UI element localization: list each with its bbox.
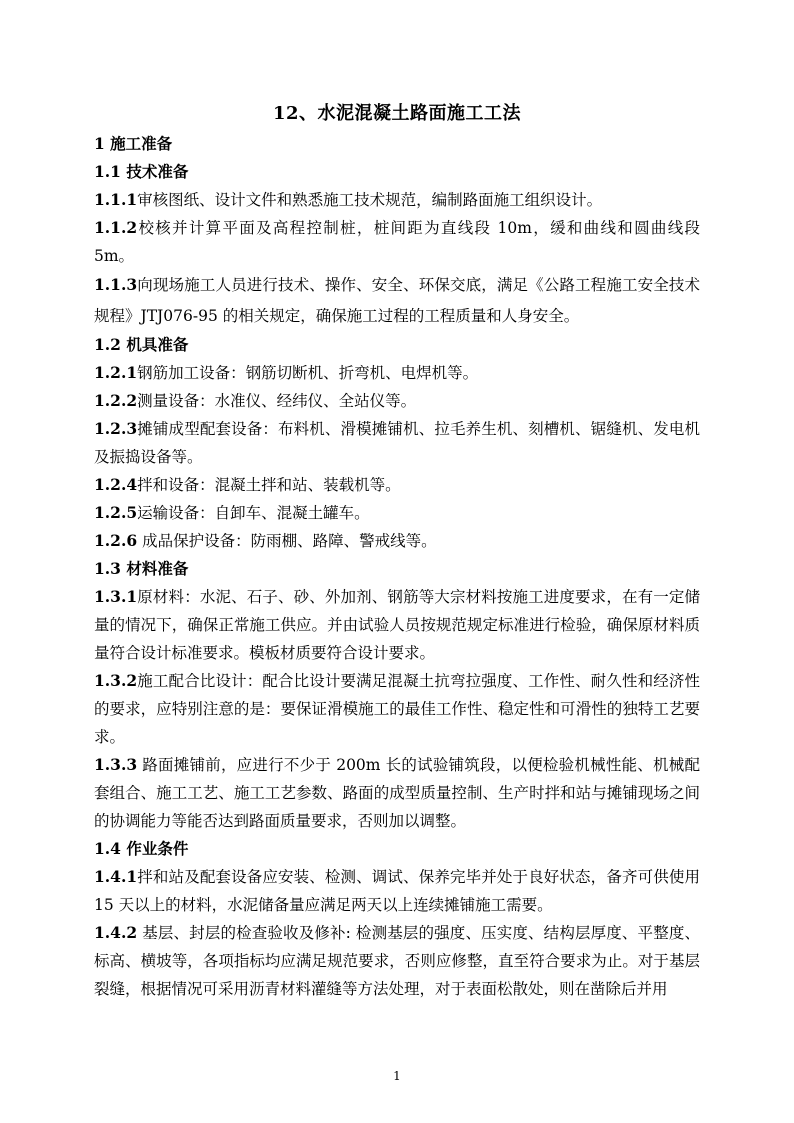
section-heading-1: 1 施工准备	[94, 134, 173, 153]
paragraph-1-3-2	[94, 667, 700, 751]
document-title: 12、水泥混凝土路面施工工法	[272, 103, 522, 124]
clause-number: 1.2.1	[94, 363, 138, 382]
paragraph-1-2-2	[94, 387, 700, 415]
clause-text: 测量设备：水准仪、经纬仪、全站仪等。	[137, 392, 417, 410]
clause-text: 成品保护设备：防雨棚、路障、警戒线等。	[137, 532, 437, 550]
paragraph-1-2-6	[94, 527, 700, 555]
clause-number: 1.2.6	[94, 531, 138, 550]
clause-text: 路面摊铺前，应进行不少于 200m 长的试验铺筑段，以便检验机械性能、机械配套组合、施工工艺、施工工艺参数、路面的成型质量控制、生产时拌和站与摊铺现场之间的协调能力等能否达到路面质量要求，否则加以调整。	[94, 756, 700, 830]
clause-text: 拌和站及配套设备应安装、检测、调试、保养完毕并处于良好状态，备齐可供使用 15 天以上的材料，水泥储备量应满足两天以上连续摊铺施工需要。	[94, 868, 700, 914]
paragraph-1-3-1	[94, 583, 700, 667]
paragraph-1-1-2	[94, 214, 700, 270]
clause-text: 摊铺成型配套设备：布料机、滑模摊铺机、拉毛养生机、刻槽机、锯缝机、发电机及振捣设备等。	[94, 420, 700, 466]
paragraph-1-2-5	[94, 499, 700, 527]
clause-number: 1.2.5	[94, 503, 138, 522]
section-heading-1-2: 1.2 机具准备	[94, 335, 189, 354]
paragraph-1-4-1	[94, 863, 700, 919]
page-number: 1	[393, 1069, 401, 1083]
clause-number: 1.3.3	[94, 755, 138, 774]
paragraph-1-2-1	[94, 359, 700, 387]
clause-number: 1.4.2	[94, 923, 138, 942]
section-heading-1-4: 1.4 作业条件	[94, 839, 189, 858]
paragraph-1-1-3	[94, 270, 700, 331]
clause-number: 1.3.2	[94, 671, 138, 690]
paragraph-1-3-3	[94, 751, 700, 835]
section-heading-1-3: 1.3 材料准备	[94, 559, 189, 578]
clause-text: 施工配合比设计：配合比设计要满足混凝土抗弯拉强度、工作性、耐久性和经济性的要求，应特别注意的是：要保证滑模施工的最佳工作性、稳定性和可滑性的独特工艺要求。	[94, 672, 700, 746]
document-body	[94, 130, 700, 1003]
clause-text: 运输设备：自卸车、混凝土罐车。	[137, 504, 370, 522]
clause-number: 1.4.1	[94, 867, 138, 886]
clause-text: 基层、封层的检查验收及修补: 检测基层的强度、压实度、结构层厚度、平整度、标高、横坡等，各项指标均应满足规范要求，否则应修整，直至符合要求为止。对于基层裂缝，根据情况可采用沥青材料灌缝等方法处理，对于表面松散处，则在凿除后并用	[94, 924, 700, 998]
paragraph-1-1-1	[94, 186, 700, 214]
paragraph-1-4-2	[94, 919, 700, 1003]
clause-text: 审核图纸、设计文件和熟悉施工技术规范，编制路面施工组织设计。	[137, 191, 603, 209]
clause-number: 1.1.1	[94, 190, 138, 209]
clause-number: 1.1.3	[94, 275, 138, 294]
clause-number: 1.2.2	[94, 391, 138, 410]
clause-number: 1.1.2	[94, 218, 138, 237]
clause-text: 拌和设备：混凝土拌和站、装载机等。	[137, 476, 401, 494]
paragraph-1-2-3	[94, 415, 700, 471]
clause-number: 1.2.3	[94, 419, 138, 438]
section-heading-1-1: 1.1 技术准备	[94, 162, 189, 181]
clause-text: 原材料：水泥、石子、砂、外加剂、钢筋等大宗材料按施工进度要求，在有一定储量的情况下，确保正常施工供应。并由试验人员按规范规定标准进行检验，确保原材料质量符合设计标准要求。模板材质要符合设计要求。	[94, 588, 700, 662]
clause-text: 向现场施工人员进行技术、操作、安全、环保交底，满足《公路工程施工安全技术规程》JTJ076-95 的相关规定，确保施工过程的工程质量和人身安全。	[94, 276, 700, 325]
paragraph-1-2-4	[94, 471, 700, 499]
clause-text: 钢筋加工设备：钢筋切断机、折弯机、电焊机等。	[137, 364, 479, 382]
clause-number: 1.2.4	[94, 475, 138, 494]
clause-number: 1.3.1	[94, 587, 138, 606]
clause-text: 校核并计算平面及高程控制桩，桩间距为直线段 10m，缓和曲线和圆曲线段 5m。	[94, 219, 700, 265]
